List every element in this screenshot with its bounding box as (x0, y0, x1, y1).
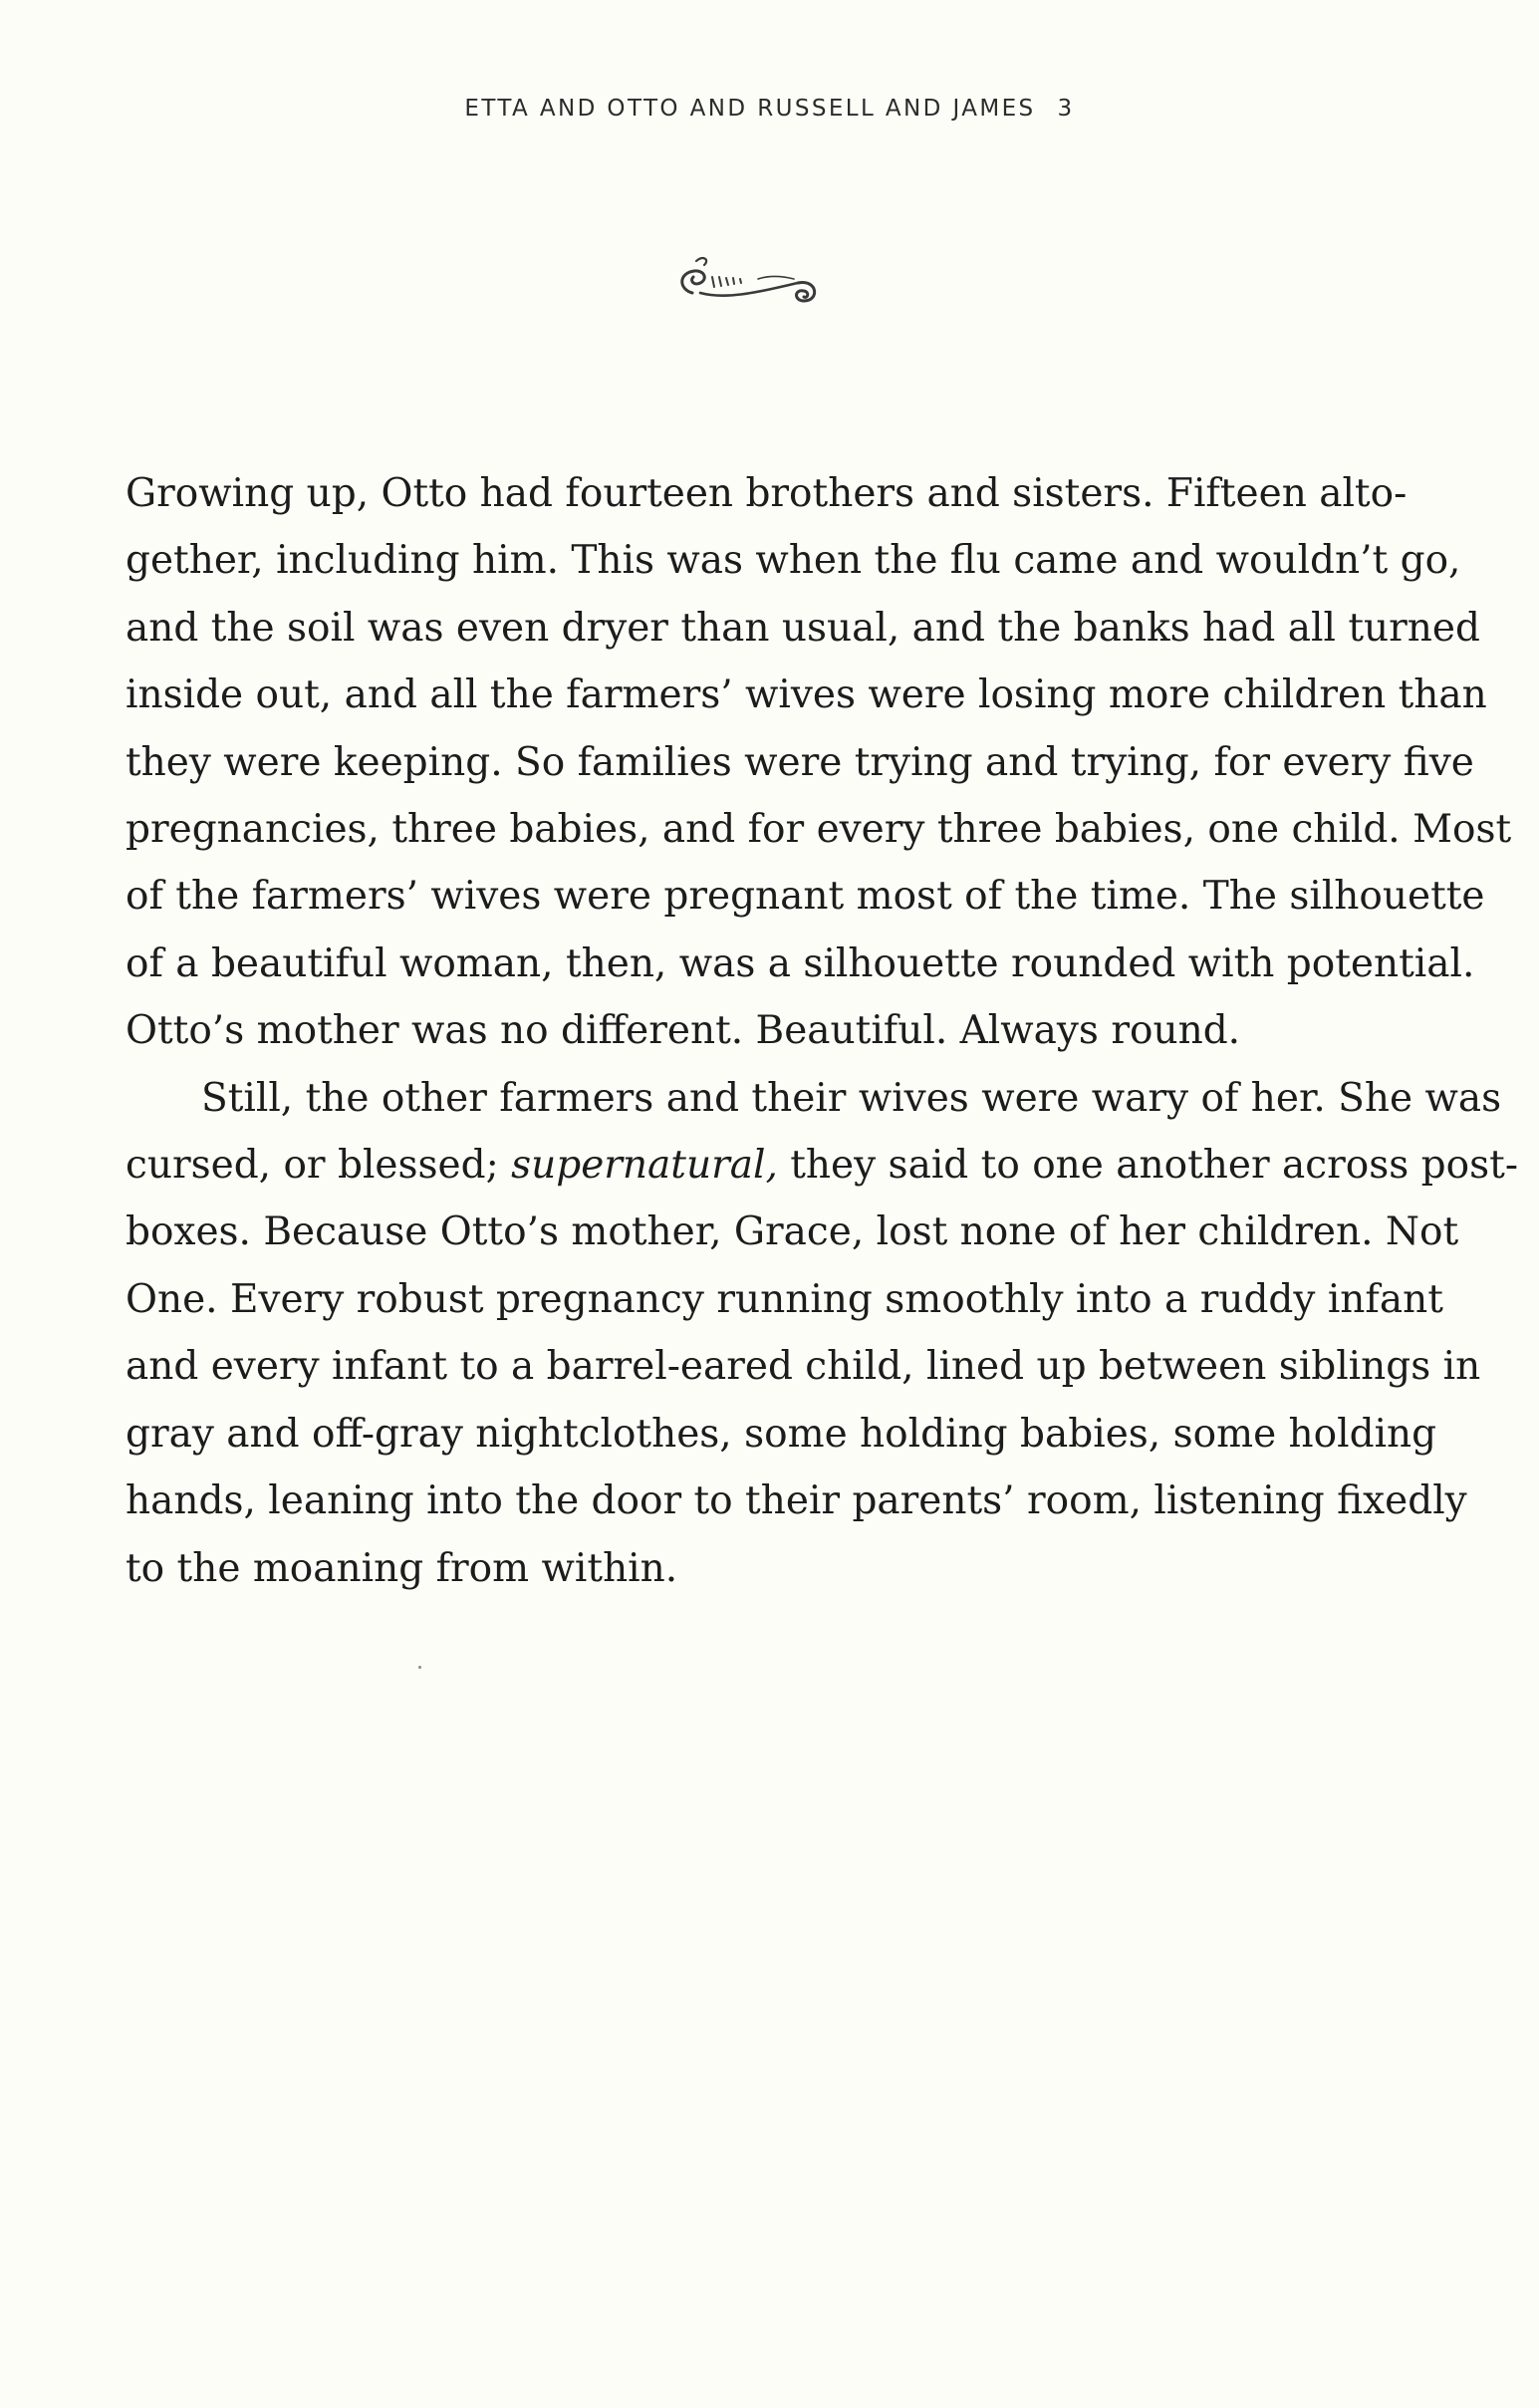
text-line: hands, leaning into the door to their parents’ room, listening fixedly (126, 1478, 1467, 1524)
text-line: Still, the other farmers and their wives were wary of her. She was (201, 1075, 1502, 1121)
text-line: gray and off-gray nightclothes, some holding babies, some holding (126, 1411, 1437, 1457)
text-line: gether, including him. This was when the flu came and wouldn’t go, (126, 538, 1461, 584)
text-segment: they said to one another across post- (777, 1143, 1518, 1189)
text-line: One. Every robust pregnancy running smoothly into a ruddy infant (126, 1276, 1443, 1322)
text-line: they were keeping. So families were trying and trying, for every five (126, 739, 1474, 785)
running-head (0, 96, 1539, 122)
text-line: Otto’s mother was no different. Beautiful. Always round. (126, 1008, 1241, 1054)
running-title: ETTA AND OTTO AND RUSSELL AND JAMES (464, 96, 1036, 122)
text-line: Growing up, Otto had fourteen brothers and sisters. Fifteen alto- (126, 471, 1408, 516)
flourish-ornament-icon (670, 249, 830, 317)
page-number: 3 (1057, 96, 1075, 122)
text-segment: cursed, or blessed; (126, 1143, 512, 1189)
paper-speck (418, 1666, 421, 1669)
italic-word: supernatural, (511, 1143, 778, 1189)
text-line: pregnancies, three babies, and for every three babies, one child. Most (126, 807, 1512, 853)
text-line: of a beautiful woman, then, was a silhouette rounded with potential. (126, 940, 1475, 986)
text-line: boxes. Because Otto’s mother, Grace, lost none of her children. Not (126, 1209, 1459, 1255)
paragraph-1 (126, 460, 1512, 1065)
body-text (126, 460, 1518, 1602)
text-line: inside out, and all the farmers’ wives were losing more children than (126, 672, 1487, 718)
paragraph-2 (126, 1065, 1518, 1602)
text-line: and every infant to a barrel-eared child, lined up between siblings in (126, 1344, 1481, 1390)
text-line: to the moaning from within. (126, 1545, 678, 1591)
text-line: of the farmers’ wives were pregnant most of the time. The silhouette (126, 874, 1485, 920)
text-line (126, 1132, 1518, 1199)
text-line: and the soil was even dryer than usual, and the banks had all turned (126, 605, 1480, 651)
